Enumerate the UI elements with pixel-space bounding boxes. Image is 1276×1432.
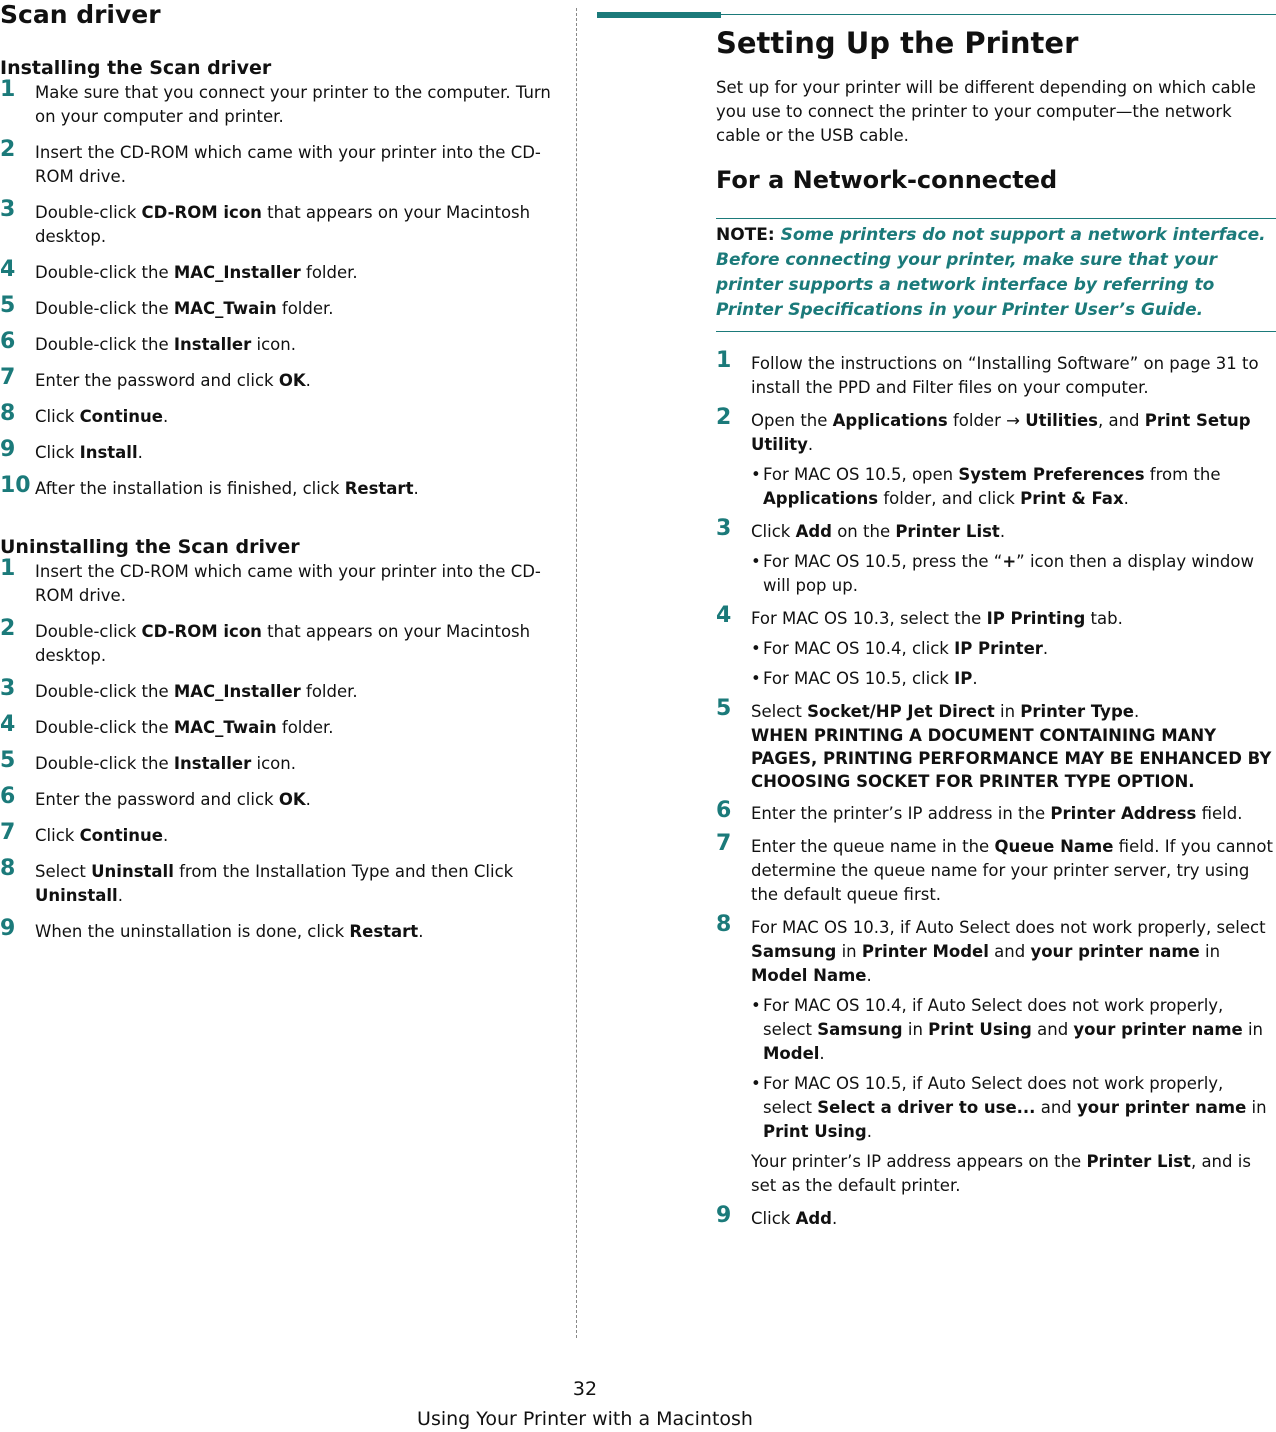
text-run: . [1133, 702, 1140, 721]
bold-term: Printer List [1086, 1152, 1191, 1171]
bold-term: Continue [79, 407, 163, 426]
bold-term: IP Printer [954, 639, 1043, 658]
step-text [35, 405, 560, 429]
bold-term: Print & Fax [1020, 489, 1124, 508]
bold-term: Socket/HP Jet Direct [807, 702, 995, 721]
step-text [35, 716, 560, 740]
install-steps [0, 77, 560, 501]
text-run: in [994, 702, 1021, 721]
text-run: . [418, 922, 424, 941]
setup-steps [716, 348, 1276, 1231]
text-run: Open the [751, 411, 833, 430]
text-run: and [988, 942, 1031, 961]
text-run: . [807, 435, 814, 454]
step-item [716, 1203, 1276, 1231]
step-item [0, 257, 560, 285]
bold-term: your printer name [1030, 942, 1200, 961]
step-item [0, 616, 560, 668]
step-text [751, 700, 1276, 724]
step-number: 4 [0, 257, 16, 282]
text-run: Click [751, 522, 796, 541]
bold-term: Print Using [763, 1122, 867, 1141]
bold-term: Applications [763, 489, 879, 508]
step-item [0, 556, 560, 608]
step-number: 9 [0, 916, 16, 941]
bold-term: Add [795, 1209, 832, 1228]
bold-term: Uninstall [35, 886, 118, 905]
bold-term: MAC_Installer [173, 263, 301, 282]
bold-term: Printer Type [1020, 702, 1134, 721]
bold-term: Installer [173, 335, 252, 354]
install-heading: Installing the Scan driver [0, 57, 272, 79]
text-run: Click [35, 826, 80, 845]
bold-term: Installer [173, 754, 252, 773]
step-number: 2 [716, 405, 732, 430]
step-number: 7 [716, 831, 732, 856]
note-label: NOTE [716, 225, 768, 245]
bullet-item [751, 550, 1276, 598]
step-text [35, 560, 560, 608]
text-run: . [819, 1044, 825, 1063]
step-text [35, 680, 560, 704]
footer-title: Using Your Printer with a Macintosh [417, 1408, 753, 1430]
step-number: 6 [0, 784, 16, 809]
bullet-item [751, 637, 1276, 661]
text-run: that appears on your Macintosh desktop. [35, 203, 531, 246]
step-number: 4 [716, 603, 732, 628]
text-run: and [1031, 1020, 1074, 1039]
bold-term: Model Name [751, 966, 867, 985]
step-text [35, 333, 560, 357]
bold-term: OK [278, 790, 306, 809]
step-number: 3 [0, 676, 16, 701]
left-column [0, 0, 560, 944]
step-text [35, 477, 560, 501]
step-item [716, 348, 1276, 400]
step-text [35, 81, 560, 129]
step-text [751, 835, 1276, 907]
bold-term: Print Using [928, 1020, 1032, 1039]
note-colon: : [767, 225, 781, 245]
bullet-item [751, 994, 1276, 1066]
text-run: folder → [947, 411, 1026, 430]
text-run: . [999, 522, 1006, 541]
bold-term: Samsung [751, 942, 837, 961]
step-text [35, 369, 560, 393]
text-run: Select [751, 702, 808, 721]
text-run: Enter the printer’s IP address in the [751, 804, 1051, 823]
text-run: Enter the password and click [35, 371, 279, 390]
step-number: 9 [716, 1203, 732, 1228]
step-item [0, 401, 560, 429]
bold-term: Printer List [895, 522, 1000, 541]
step-number: 1 [716, 348, 732, 373]
bold-term: + [1002, 552, 1017, 571]
step-number: 8 [0, 401, 16, 426]
text-run: After the installation is finished, click [35, 479, 345, 498]
step-number: 6 [0, 329, 16, 354]
text-run: icon. [251, 754, 296, 773]
bold-term: Continue [79, 826, 163, 845]
text-run: . [305, 371, 311, 390]
bullet-item [751, 463, 1276, 511]
text-run: folder. [300, 263, 358, 282]
text-run: . [831, 1209, 838, 1228]
bold-term: OK [278, 371, 306, 390]
text-run: Double-click the [35, 718, 174, 737]
text-run: Enter the queue name in the [751, 837, 995, 856]
text-run: , and is set as the default printer. [751, 1152, 1251, 1195]
text-run: Enter the password and click [35, 790, 279, 809]
text-run: Double-click [35, 203, 142, 222]
text-run: Insert the CD-ROM which came with your printer into the CD-ROM drive. [35, 143, 541, 186]
uninstall-steps [0, 556, 560, 944]
text-run: For MAC OS 10.4, if Auto Select does not work properly, select [763, 996, 1224, 1039]
text-run: folder, and click [878, 489, 1021, 508]
step-number: 2 [0, 616, 16, 641]
bold-term: Restart [349, 922, 419, 941]
bold-term: Queue Name [994, 837, 1114, 856]
text-run: Double-click the [35, 299, 174, 318]
text-run: Click [35, 443, 80, 462]
step-item [0, 137, 560, 189]
text-run: For MAC OS 10.3, if Auto Select does not work properly, select [751, 918, 1266, 937]
bold-term: Select a driver to use... [817, 1098, 1036, 1117]
text-run: from the [1144, 465, 1221, 484]
step-item [716, 831, 1276, 907]
page-number: 32 [572, 1378, 598, 1400]
step-item [0, 293, 560, 321]
text-run: field. [1196, 804, 1243, 823]
step-text [751, 802, 1276, 826]
text-run: from the Installation Type and then Click [173, 862, 514, 881]
bold-term: MAC_Installer [173, 682, 301, 701]
step-number: 5 [0, 293, 16, 318]
step-text [35, 620, 560, 668]
step-number: 1 [0, 556, 16, 581]
step-item [716, 912, 1276, 1198]
text-run: For MAC OS 10.3, select the [751, 609, 987, 628]
step-text [35, 824, 560, 848]
text-run: . [137, 443, 143, 462]
column-divider [576, 8, 577, 1338]
step-text [751, 1207, 1276, 1231]
step-number: 7 [0, 365, 16, 390]
network-heading: For a Network-connected [716, 166, 1058, 194]
note-box [716, 218, 1276, 332]
text-run: Double-click the [35, 263, 174, 282]
step-number: 4 [0, 712, 16, 737]
step-item [0, 473, 560, 501]
step-item [716, 696, 1276, 793]
text-run: . [972, 669, 978, 688]
bold-term: Install [79, 443, 138, 462]
step-number: 1 [0, 77, 16, 102]
step-item [716, 405, 1276, 511]
bold-term: Add [795, 522, 832, 541]
step-number: 3 [0, 197, 16, 222]
step-text [35, 860, 560, 908]
text-run: Double-click the [35, 754, 174, 773]
step-number: 5 [0, 748, 16, 773]
step-item [0, 712, 560, 740]
step-item [0, 197, 560, 249]
bold-term: IP [954, 669, 973, 688]
step-text [751, 409, 1276, 457]
text-run: Double-click the [35, 335, 174, 354]
step-text [35, 920, 560, 944]
step-text [35, 201, 560, 249]
step-text [35, 752, 560, 776]
intro-paragraph: Set up for your printer will be different depending on which cable you use to connect the printer to your computer—the network cable or the USB cable. [716, 78, 1256, 145]
bold-term: CD-ROM icon [141, 622, 262, 641]
step-item [0, 437, 560, 465]
text-run: . [117, 886, 123, 905]
step-item [0, 856, 560, 908]
right-column [597, 0, 1276, 1231]
text-run: ” icon then a display window will pop up. [763, 552, 1254, 595]
text-run: in [836, 942, 862, 961]
text-run: Make sure that you connect your printer to the computer. Turn on your computer and printer. [35, 83, 551, 126]
bold-term: Printer Address [1050, 804, 1197, 823]
text-run: . [1042, 639, 1049, 658]
text-run: folder. [276, 718, 334, 737]
step-text [751, 607, 1276, 631]
bold-term: your printer name [1073, 1020, 1243, 1039]
step-number: 2 [0, 137, 16, 162]
bold-term: Model [763, 1044, 820, 1063]
text-run: Your printer’s IP address appears on the [751, 1152, 1087, 1171]
step-number: 9 [0, 437, 16, 462]
bold-term: Uninstall [91, 862, 174, 881]
text-run: icon. [251, 335, 296, 354]
bold-term: Restart [344, 479, 414, 498]
step-number: 6 [716, 798, 732, 823]
step-number: 7 [0, 820, 16, 845]
text-run: , and [1098, 411, 1145, 430]
text-run: folder. [276, 299, 334, 318]
text-run: For MAC OS 10.5, press the “ [763, 552, 1003, 571]
step-number: 10 [0, 473, 31, 498]
step-item [0, 77, 560, 129]
step-text [35, 297, 560, 321]
step-item [0, 916, 560, 944]
text-run: Double-click [35, 622, 142, 641]
text-run: on the [831, 522, 896, 541]
text-run: that appears on your Macintosh desktop. [35, 622, 531, 665]
bold-term: System Preferences [958, 465, 1145, 484]
caps-notice [751, 724, 1276, 793]
step-item [716, 516, 1276, 598]
text-run: folder. [300, 682, 358, 701]
text-run: Insert the CD-ROM which came with your printer into the CD-ROM drive. [35, 562, 541, 605]
step-item [0, 748, 560, 776]
text-run: . [1123, 489, 1129, 508]
bullet-item [751, 667, 1276, 691]
bold-term: Samsung [817, 1020, 903, 1039]
text-run: . [162, 826, 169, 845]
text-run: . [162, 407, 169, 426]
step-number: 8 [0, 856, 16, 881]
bold-term: MAC_Twain [173, 299, 277, 318]
text-run: For MAC OS 10.5, if Auto Select does not work properly, select [763, 1074, 1224, 1117]
text-run: . [866, 966, 872, 985]
text-run: Double-click the [35, 682, 174, 701]
bold-term: WHEN PRINTING A DOCUMENT CONTAINING MANY PAGES, PRINTING PERFORMANCE MAY BE ENHANCED BY CHOOSING SOCKET FOR PRINTER TYPE OPTION. [751, 726, 1272, 791]
text-run: For MAC OS 10.5, click [763, 669, 955, 688]
step-number: 8 [716, 912, 732, 937]
step-item [716, 798, 1276, 826]
step-text [751, 916, 1276, 988]
scan-driver-title: Scan driver [0, 0, 161, 29]
note-text: Some printers do not support a network interface. Before connecting your printer, make sure that your printer supports a network interface by referring to Printer Specifications in your Printer User’s Guide. [716, 225, 1266, 320]
step-item [716, 603, 1276, 691]
bold-term: Printer Model [861, 942, 989, 961]
step-text [35, 441, 560, 465]
text-run: Click [751, 1209, 796, 1228]
text-run: . [866, 1122, 872, 1141]
text-run: Select [35, 862, 92, 881]
step-text [35, 261, 560, 285]
bold-term: MAC_Twain [173, 718, 277, 737]
bold-term: Applications [832, 411, 948, 430]
text-run: in [902, 1020, 929, 1039]
text-run: field. If you cannot determine the queue name for your printer server, try using the default queue first. [751, 837, 1273, 904]
bold-term: Utilities [1025, 411, 1098, 430]
step-item [0, 784, 560, 812]
step-text [751, 352, 1276, 400]
step-text [35, 788, 560, 812]
uninstall-heading: Uninstalling the Scan driver [0, 536, 300, 558]
step-number: 3 [716, 516, 732, 541]
text-run: For MAC OS 10.4, click [763, 639, 955, 658]
text-run: in [1242, 1020, 1264, 1039]
step-number: 5 [716, 696, 732, 721]
bold-term: CD-ROM icon [141, 203, 262, 222]
text-run: Click [35, 407, 80, 426]
setup-title: Setting Up the Printer [716, 26, 1079, 60]
text-run: tab. [1085, 609, 1123, 628]
text-run: When the uninstallation is done, click [35, 922, 350, 941]
bold-term: Print Setup Utility [751, 411, 1251, 454]
text-run: and [1035, 1098, 1078, 1117]
text-run: . [305, 790, 311, 809]
text-run: Follow the instructions on “Installing Software” on page 31 to install the PPD and Filter files on your computer. [751, 354, 1259, 397]
text-run: in [1199, 942, 1221, 961]
step-item [0, 820, 560, 848]
text-run: . [413, 479, 419, 498]
step-paragraph [751, 1150, 1276, 1198]
step-text [35, 141, 560, 189]
bold-term: your printer name [1077, 1098, 1247, 1117]
step-text [751, 520, 1276, 544]
text-run: For MAC OS 10.5, open [763, 465, 959, 484]
step-item [0, 676, 560, 704]
step-item [0, 329, 560, 357]
text-run: in [1246, 1098, 1267, 1117]
step-item [0, 365, 560, 393]
bullet-item [751, 1072, 1276, 1144]
bold-term: IP Printing [986, 609, 1086, 628]
